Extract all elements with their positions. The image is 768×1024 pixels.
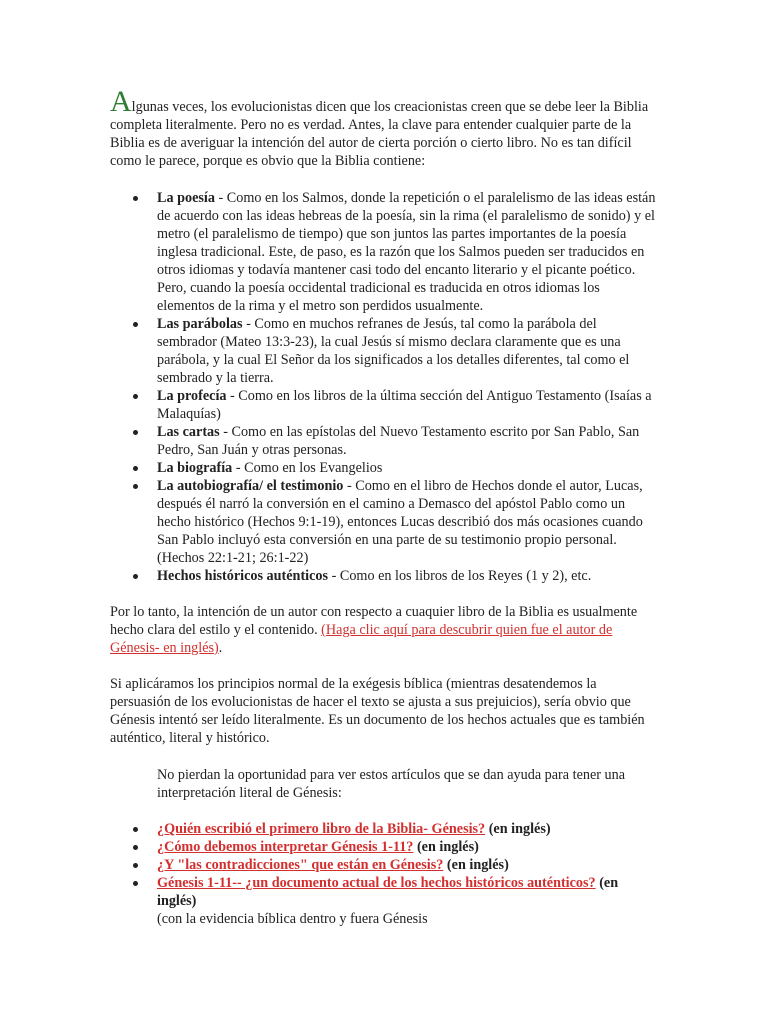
articles-intro: No pierdan la oportunidad para ver estos artículos que se dan ayuda para tener una interpretación literal de Génesis:: [157, 767, 626, 801]
list-item: [110, 423, 658, 459]
article-body: [110, 85, 658, 928]
genre-term: Las cartas: [157, 424, 220, 440]
genre-desc: - Como en muchos refranes de Jesús, tal como la parábola del sembrador (Mateo 13:3-23), la cual Jesús sí mismo declara claramente que es una parábola, y la cual El Señor da los significados a los detalles diferentes, tal como el sembrado y la tierra.: [157, 316, 630, 386]
list-item: [110, 315, 658, 387]
drop-cap: A: [110, 85, 132, 118]
list-item: [110, 856, 658, 874]
intention-text: Por lo tanto, la intención de un autor con respecto a cuaquier libro de la Biblia es usualmente hecho clara del estilo y el contenido.: [110, 604, 638, 638]
genre-desc: - Como en los libros de los Reyes (1 y 2), etc.: [328, 568, 592, 584]
list-item: [110, 874, 658, 928]
list-item: [110, 459, 658, 477]
article-link[interactable]: ¿Quién escribió el primero libro de la Biblia- Génesis?: [157, 821, 486, 837]
genre-desc: - Como en los Salmos, donde la repetición o el paralelismo de las ideas están de acuerdo con las ideas hebreas de la poesía, sin la rima (el paralelismo de sonido) y el metro (el paralelismo de tiempo) que son juntos las partes importantes de la poesía inglesa tradicional. Este, de paso, es la razón que los Salmos pueden ser traducidos en otros idiomas y todavía mantener casi todo del encanto literario y el picante poético. Pero, cuando la poesía occidental tradicional es traducida en otros idiomas los elementos de la rima y el metro son perdidos usualmente.: [157, 190, 656, 314]
intention-end: .: [218, 640, 223, 656]
article-link[interactable]: ¿Cómo debemos interpretar Génesis 1-11?: [157, 839, 414, 855]
intro-text: lgunas veces, los evolucionistas dicen que los creacionistas creen que se debe leer la Biblia completa literalmente. Pero no es verdad. Antes, la clave para entender cualquier parte de la Biblia es de averiguar la intención del autor de cierta porción o cierto libro. No es tan difícil como le parece, porque es obvio que la Biblia contiene:: [110, 99, 649, 169]
genre-term: La biografía: [157, 460, 233, 476]
genre-term: La profecía: [157, 388, 227, 404]
genre-desc: - Como en los libros de la última sección del Antiguo Testamento (Isaías a Malaquías): [157, 388, 652, 422]
list-item: [110, 567, 658, 585]
intention-paragraph: [110, 603, 658, 657]
list-item: [110, 838, 658, 856]
genre-desc: - Como en las epístolas del Nuevo Testamento escrito por San Pablo, San Pedro, San Juán y otras personas.: [157, 424, 640, 458]
language-note: (en inglés): [157, 875, 619, 909]
genre-term: Las parábolas: [157, 316, 243, 332]
genesis-author-link[interactable]: (Haga clic aquí para descubrir quien fue el autor de Génesis- en inglés): [110, 622, 613, 656]
article-link[interactable]: Génesis 1-11-- ¿un documento actual de los hechos históricos auténticos?: [157, 875, 596, 891]
list-item: [110, 477, 658, 567]
list-item: [110, 387, 658, 423]
exegesis-paragraph: Si aplicáramos los principios normal de la exégesis bíblica (mientras desatendemos la persuasión de los evolucionistas de hacer el texto se ajusta a sus prejuicios), sería obvio que Génesis intentó ser leído literalmente. Es un documento de los hechos actuales que es también auténtico, literal y histórico.: [110, 676, 645, 746]
genre-term: La autobiografía/ el testimonio: [157, 478, 344, 494]
article-links-list: [110, 820, 658, 928]
genre-term: La poesía: [157, 190, 215, 206]
language-note: (en inglés): [413, 839, 479, 855]
intro-paragraph: [110, 85, 658, 170]
list-item: [110, 820, 658, 838]
genre-desc: - Como en los Evangelios: [232, 460, 383, 476]
language-note: (en inglés): [485, 821, 551, 837]
language-note: (en inglés): [443, 857, 509, 873]
genre-term: Hechos históricos auténticos: [157, 568, 329, 584]
genre-list: [110, 189, 658, 585]
evidence-note: (con la evidencia bíblica dentro y fuera Génesis: [157, 911, 428, 927]
genre-desc: - Como en el libro de Hechos donde el autor, Lucas, después él narró la conversión en el camino a Demasco del apóstol Pablo como un hecho histórico (Hechos 9:1-19), entonces Lucas describió dos más ocasiones cuando San Pablo incluyó esta conversión en una parte de su testimonio propio personal. (Hechos 22:1-21; 26:1-22): [157, 478, 643, 566]
list-item: [110, 189, 658, 315]
article-link[interactable]: ¿Y "las contradicciones" que están en Génesis?: [157, 857, 444, 873]
